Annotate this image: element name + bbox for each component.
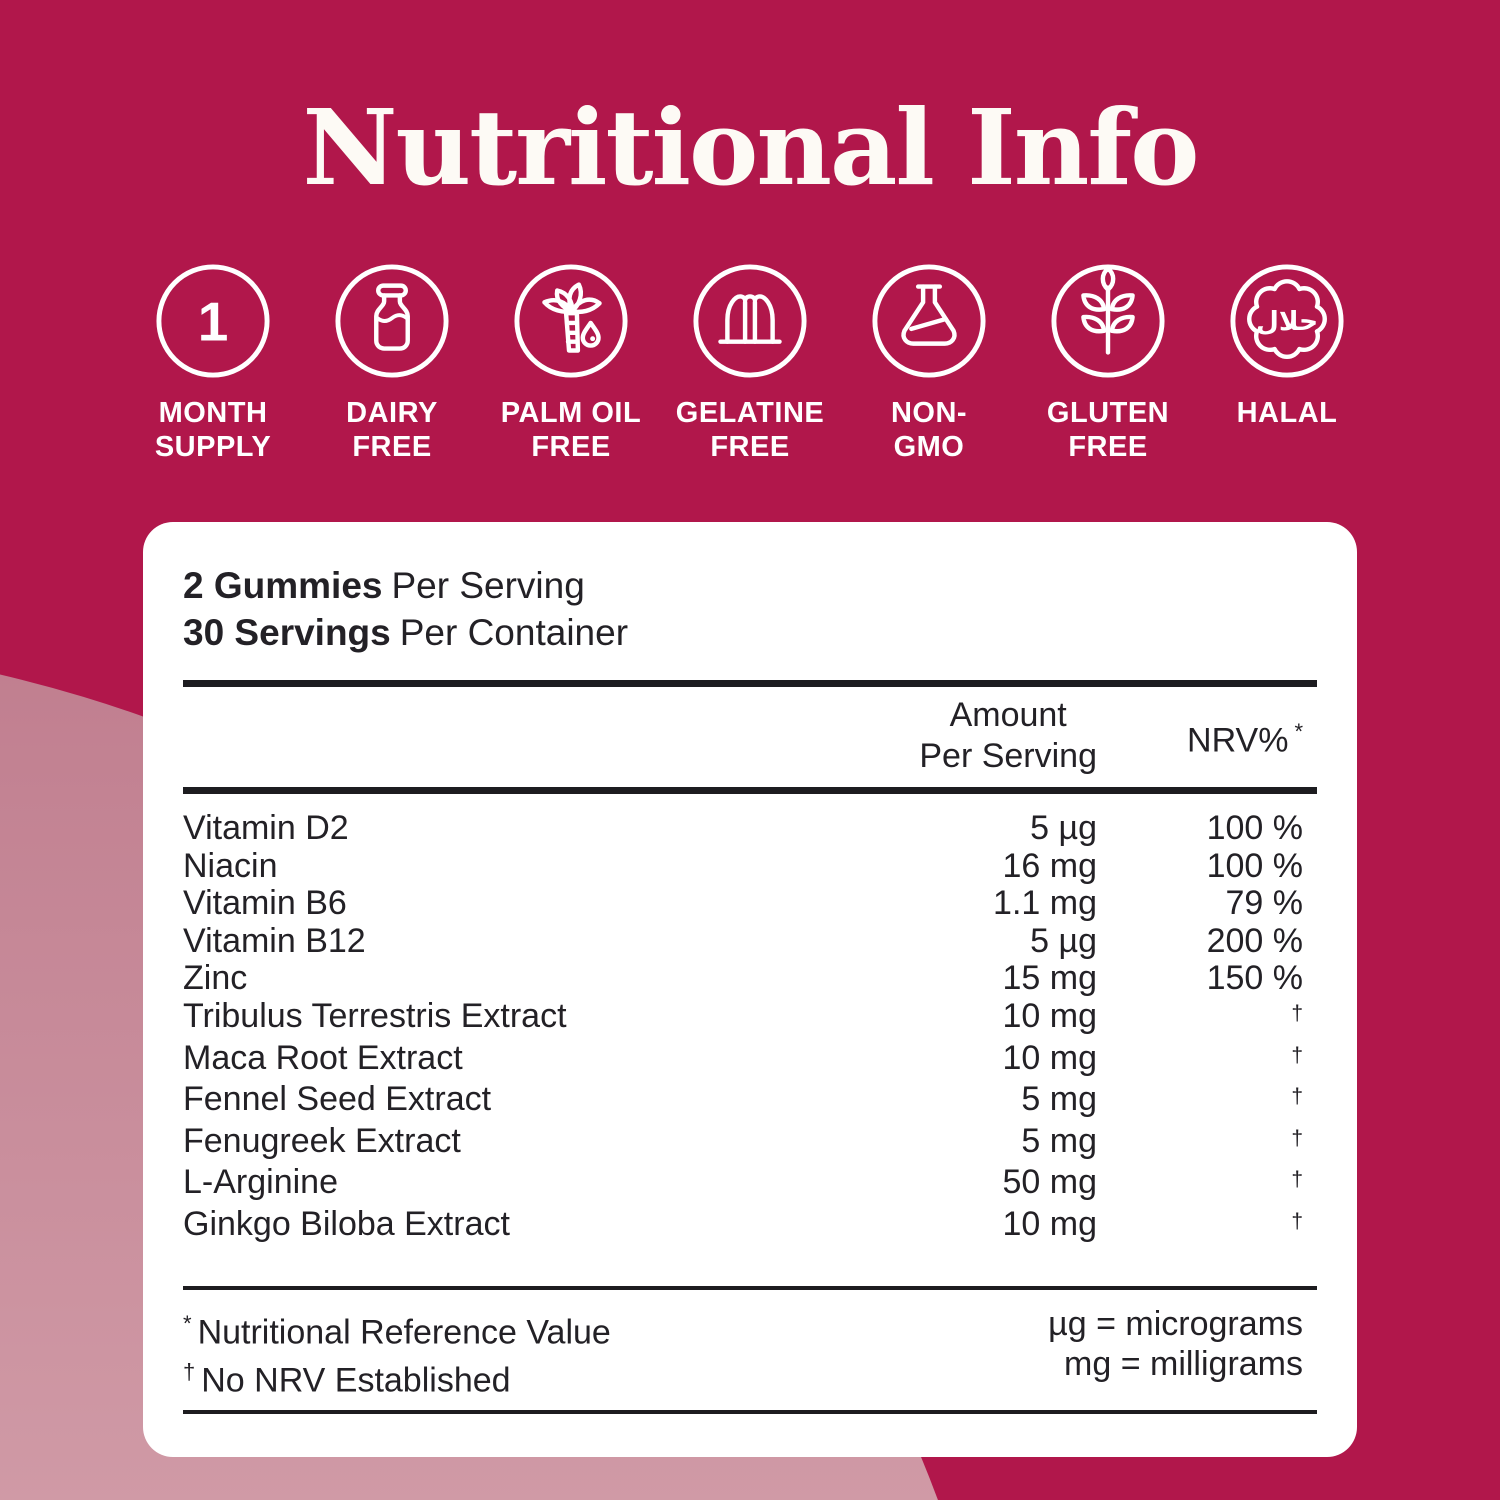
footnote-bottom-rule (183, 1410, 1317, 1414)
badge-month-supply (124, 262, 303, 464)
table-row: Tribulus Terrestris Extract 10 mg † (183, 996, 1303, 1035)
footnote-nrv: * Nutritional Reference Value (183, 1310, 611, 1351)
table-header-rule (183, 787, 1317, 794)
table-row: Fennel Seed Extract 5 mg † (183, 1080, 1303, 1119)
table-footnotes (183, 1290, 1317, 1411)
table-top-rule (183, 680, 1317, 687)
serving-info (183, 562, 1317, 656)
badge-dairy-free (303, 262, 482, 464)
non-gmo-icon (870, 262, 988, 380)
gluten-free-icon (1049, 262, 1167, 380)
one-month-supply-icon (154, 262, 272, 380)
footnote-dagger: † No NRV Established (183, 1358, 511, 1400)
badge-label: HALAL (1236, 397, 1338, 429)
nutrition-facts-card (143, 522, 1357, 1457)
badge-label: MONTH SUPPLY (154, 397, 272, 463)
serving-line-gummies: 2 Gummies Per Serving (183, 565, 585, 606)
dairy-free-icon (333, 262, 451, 380)
table-header (183, 687, 1317, 787)
badge-label: NON- GMO (890, 397, 968, 463)
table-body (183, 794, 1317, 1286)
table-row: Ginkgo Biloba Extract 10 mg † (183, 1204, 1303, 1243)
badge-label: PALM OIL FREE (500, 397, 642, 463)
footnote-definitions (183, 1304, 611, 1401)
serving-line-container: 30 Servings Per Container (183, 612, 629, 653)
table-row: Vitamin D2 5 µg 100 % (183, 809, 1303, 847)
badge-palm-oil-free (482, 262, 661, 464)
palm-oil-free-icon (512, 262, 630, 380)
nrv-column-header: NRV% * (1187, 718, 1303, 760)
table-row: L-Arginine 50 mg † (183, 1163, 1303, 1202)
gelatine-free-icon (691, 262, 809, 380)
badge-halal (1198, 262, 1377, 464)
badge-label: GLUTEN FREE (1046, 397, 1170, 463)
table-row: Zinc 15 mg 150 % (183, 959, 1303, 998)
feature-badges-row (0, 262, 1500, 464)
unit-legend: µg = micrograms mg = milligrams (1048, 1304, 1303, 1383)
badge-label: GELATINE FREE (675, 397, 825, 463)
table-row: Fenugreek Extract 5 mg † (183, 1121, 1303, 1160)
badge-gelatine-free (661, 262, 840, 464)
halal-icon (1228, 262, 1346, 380)
badge-gluten-free (1019, 262, 1198, 464)
badge-label: DAIRY FREE (346, 397, 438, 463)
halal-arabic-text: حلال (1255, 305, 1319, 337)
table-row: Maca Root Extract 10 mg † (183, 1038, 1303, 1077)
page-title: Nutritional Info (302, 86, 1198, 209)
table-row: Vitamin B6 1.1 mg 79 % (183, 884, 1303, 923)
table-row: Vitamin B12 5 µg 200 % (183, 921, 1303, 960)
badge-non-gmo (840, 262, 1019, 464)
month-supply-number: 1 (197, 290, 229, 353)
table-row: Niacin 16 mg 100 % (183, 846, 1303, 885)
amount-column-header: Amount Per Serving (919, 696, 1097, 775)
